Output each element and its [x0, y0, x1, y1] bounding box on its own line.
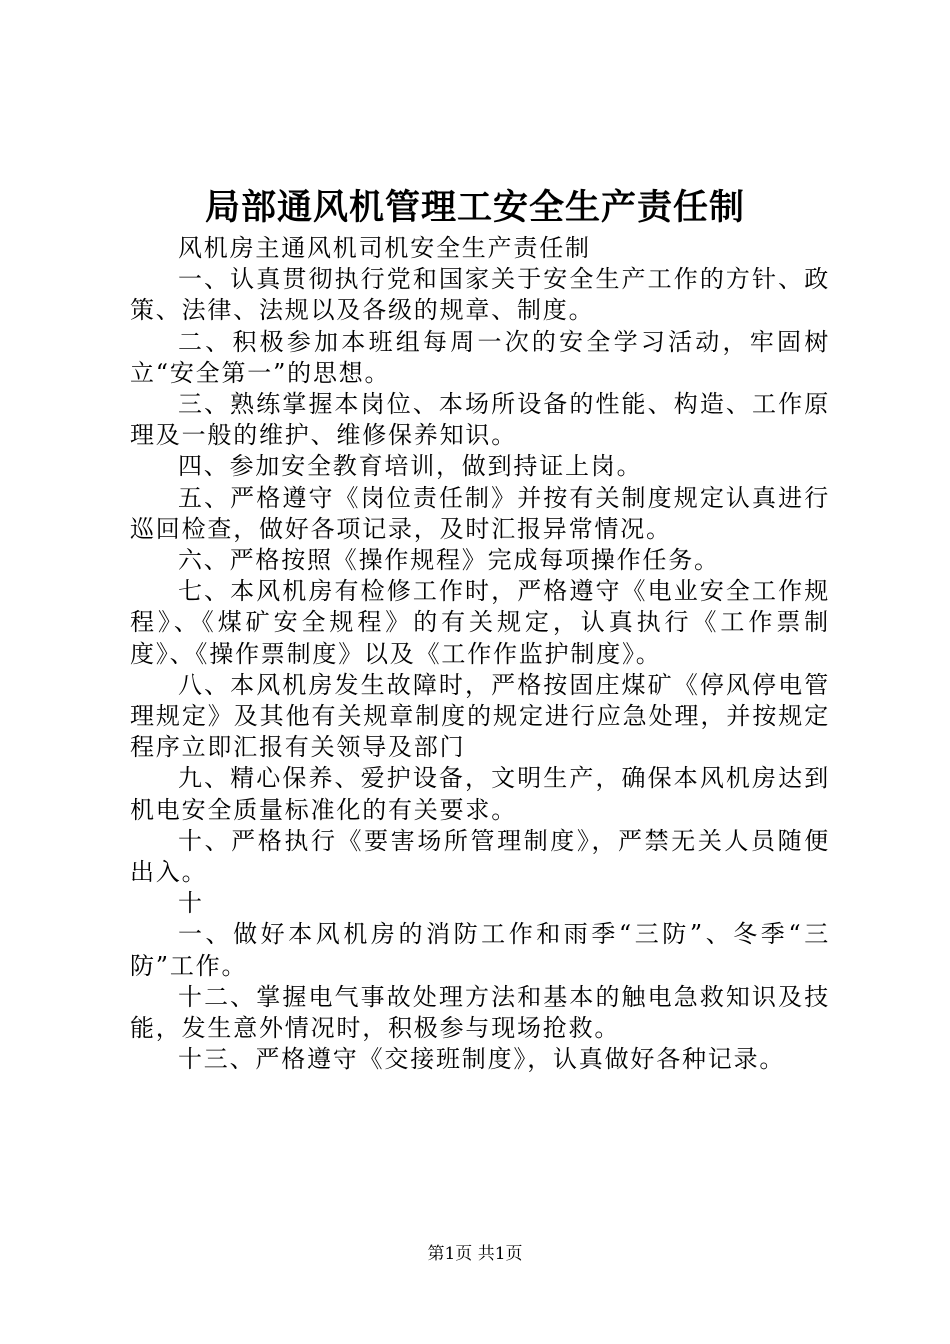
paragraph-item-3: 三、熟练掌握本岗位、本场所设备的性能、构造、工作原理及一般的维护、维修保养知识。 — [130, 390, 830, 450]
paragraph-item-4: 四、参加安全教育培训，做到持证上岗。 — [178, 452, 643, 481]
paragraph-item-10: 十、严格执行《要害场所管理制度》，严禁无关人员随便出入。 — [130, 826, 830, 887]
document-title: 局部通风机管理工安全生产责任制 — [204, 187, 745, 228]
paragraph-item-5: 五、严格遵守《岗位责任制》并按有关制度规定认真进行巡回检查，做好各项记录，及时汇报异常情况。 — [130, 483, 830, 543]
paragraph-item-1: 一、认真贯彻执行党和国家关于安全生产工作的方针、政策、法律、法规以及各级的规章、制度。 — [130, 265, 830, 325]
paragraph-item-11-number: 十 — [178, 889, 204, 918]
paragraph-item-6: 六、严格按照《操作规程》完成每项操作任务。 — [178, 546, 720, 575]
paragraph-item-2: 二、积极参加本班组每周一次的安全学习活动，牢固树立“安全第一”的思想。 — [130, 327, 830, 387]
paragraph-item-8: 八、本风机房发生故障时，严格按固庄煤矿《停风停电管理规定》及其他有关规章制度的规定进行应急处理，并按规定程序立即汇报有关领导及部门 — [130, 670, 830, 762]
paragraph-item-12: 十二、掌握电气事故处理方法和基本的触电急救知识及技能，发生意外情况时，积极参与现场抢救。 — [130, 982, 830, 1043]
paragraph-item-7: 七、本风机房有检修工作时，严格遵守《电业安全工作规程》、《煤矿安全规程》的有关规定，认真执行《工作票制度》、《操作票制度》以及《工作作监护制度》。 — [130, 577, 830, 668]
paragraph-subtitle: 风机房主通风机司机安全生产责任制 — [178, 234, 591, 262]
paragraph-item-11: 一、做好本风机房的消防工作和雨季“三防”、冬季“三防”工作。 — [130, 920, 830, 980]
document-body — [130, 233, 830, 1075]
paragraph-item-9: 九、精心保养、爱护设备，文明生产，确保本风机房达到机电安全质量标准化的有关要求。 — [130, 764, 830, 824]
paragraph-item-13: 十三、严格遵守《交接班制度》，认真做好各种记录。 — [178, 1045, 786, 1074]
page-footer: 第1页 共1页 — [427, 1244, 523, 1264]
